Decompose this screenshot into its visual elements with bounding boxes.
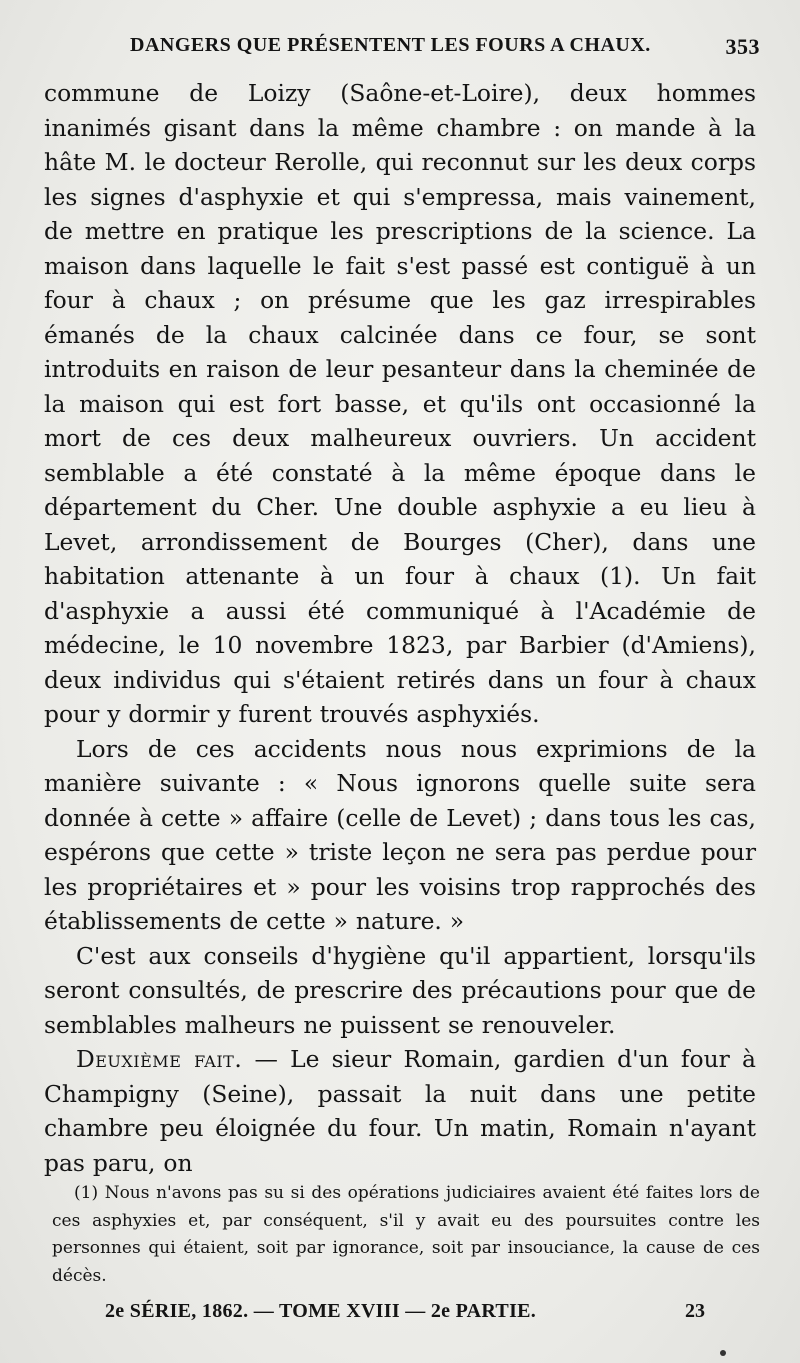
paragraph-conseils: C'est aux conseils d'hygiène qu'il appartient, lorsqu'ils seront consultés, de prescrire des précautions pour que de semblables malheurs ne puissent se renouveler. bbox=[44, 941, 756, 1039]
ink-speck bbox=[720, 1350, 726, 1356]
series-signature: 2e SÉRIE, 1862. — TOME XVIII — 2e PARTIE. bbox=[105, 1300, 537, 1322]
paragraph-deuxieme-fait bbox=[44, 1042, 756, 1180]
case-text: — Le sieur Romain, gardien d'un four à Champigny (Seine), passait la nuit dans une petite chambre peu éloignée du four. Un matin, Romain n'ayant pas paru, on bbox=[44, 1045, 757, 1177]
paragraph-continued: commune de Loizy (Saône-et-Loire), deux hommes inanimés gisant dans la même chambre : on mande à la hâte M. le docteur Rerolle, qui reconnut sur les deux corps les signes d'asphyxie et qui s'empressa, mais vainement, de mettre en pratique les prescriptions de la science. La maison dans laquelle le fait s'est passé est contiguë à un four à chaux ; on présume que les gaz irrespirables émanés de la chaux calcinée dans ce four, se sont introduits en raison de leur pesanteur dans la cheminée de la maison qui est fort basse, et qu'ils ont occasionné la mort de ces deux malheureux ouvriers. Un accident semblable a été constaté à la même époque dans le département du Cher. Une double asphyxie a eu lieu à Levet, arrondissement de Bourges (Cher), dans une habitation attenante à un four à chaux (1). Un fait d'asphyxie a aussi été communiqué à l'Académie de médecine, le 10 novembre 1823, par Barbier (d'Amiens), deux individus qui s'étaient retirés dans un four à chaux pour y dormir y furent trouvés asphyxiés. bbox=[44, 79, 756, 728]
body-text bbox=[44, 76, 756, 1180]
case-label: Deuxième fait. bbox=[76, 1045, 243, 1073]
footnote bbox=[52, 1180, 760, 1290]
sheet-number: 23 bbox=[685, 1300, 705, 1322]
paragraph-quote: Lors de ces accidents nous nous exprimions de la manière suivante : « Nous ignorons quelle suite sera donnée à cette » affaire (celle de Levet) ; dans tous les cas, espérons que cette » triste leçon ne sera pas perdue pour les propriétaires et » pour les voisins trop rapprochés des établissements de cette » nature. » bbox=[44, 734, 756, 935]
running-title: DANGERS QUE PRÉSENTENT LES FOURS A CHAUX. bbox=[130, 34, 651, 56]
page-number: 353 bbox=[725, 34, 760, 59]
footnote-text: (1) Nous n'avons pas su si des opérations judiciaires avaient été faites lors de ces asphyxies et, par conséquent, s'il y avait eu des poursuites contre les personnes qui étaient, soit par ignorance, soit par insouciance, la cause de ces décès. bbox=[52, 1183, 760, 1286]
